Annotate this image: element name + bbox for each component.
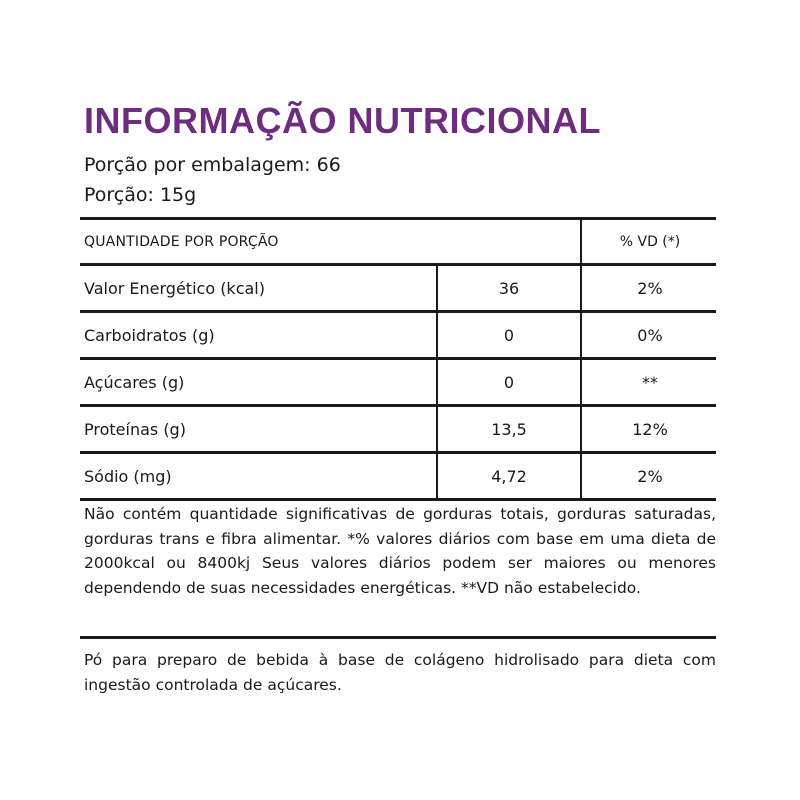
nutrient-name: Valor Energético (kcal) <box>84 278 265 298</box>
nutrient-name: Açúcares (g) <box>84 372 185 392</box>
nutrient-vd: 2% <box>580 266 718 310</box>
nutrient-quantity: 4,72 <box>436 454 580 498</box>
nutrient-vd: 0% <box>580 313 718 357</box>
nutrient-name: Carboidratos (g) <box>84 325 215 345</box>
nutrient-vd: 2% <box>580 454 718 498</box>
nutrient-quantity: 13,5 <box>436 407 580 451</box>
nutrient-vd: ** <box>580 360 718 404</box>
product-description: Pó para preparo de bebida à base de colágeno hidrolisado para dieta com ingestão controlada de açúcares. <box>84 651 716 694</box>
table-row <box>80 360 716 407</box>
nutrition-table <box>80 217 716 501</box>
portion-size: Porção: 15g <box>84 184 197 206</box>
table-row <box>80 407 716 454</box>
nutrient-quantity: 0 <box>436 313 580 357</box>
footnote: Não contém quantidade significativas de gorduras totais, gorduras saturadas, gorduras trans e fibra alimentar. *% valores diários com base em uma dieta de 2000kcal ou 8400kj Seus valores diários podem ser maiores ou menores dependendo de suas necessidades energéticas. **VD não estabelecido. <box>84 505 716 597</box>
header-quantity: QUANTIDADE POR PORÇÃO <box>84 233 279 250</box>
servings-per-package: Porção por embalagem: 66 <box>84 154 341 176</box>
nutrient-quantity: 36 <box>436 266 580 310</box>
divider <box>80 636 716 639</box>
page-title: INFORMAÇÃO NUTRICIONAL <box>84 100 601 141</box>
nutrient-vd: 12% <box>580 407 718 451</box>
nutrient-name: Proteínas (g) <box>84 419 186 439</box>
table-header-row <box>80 220 716 266</box>
nutrient-quantity: 0 <box>436 360 580 404</box>
header-vd: % VD (*) <box>580 220 718 263</box>
nutrient-name: Sódio (mg) <box>84 466 172 486</box>
table-row <box>80 454 716 501</box>
table-row <box>80 313 716 360</box>
table-row <box>80 266 716 313</box>
